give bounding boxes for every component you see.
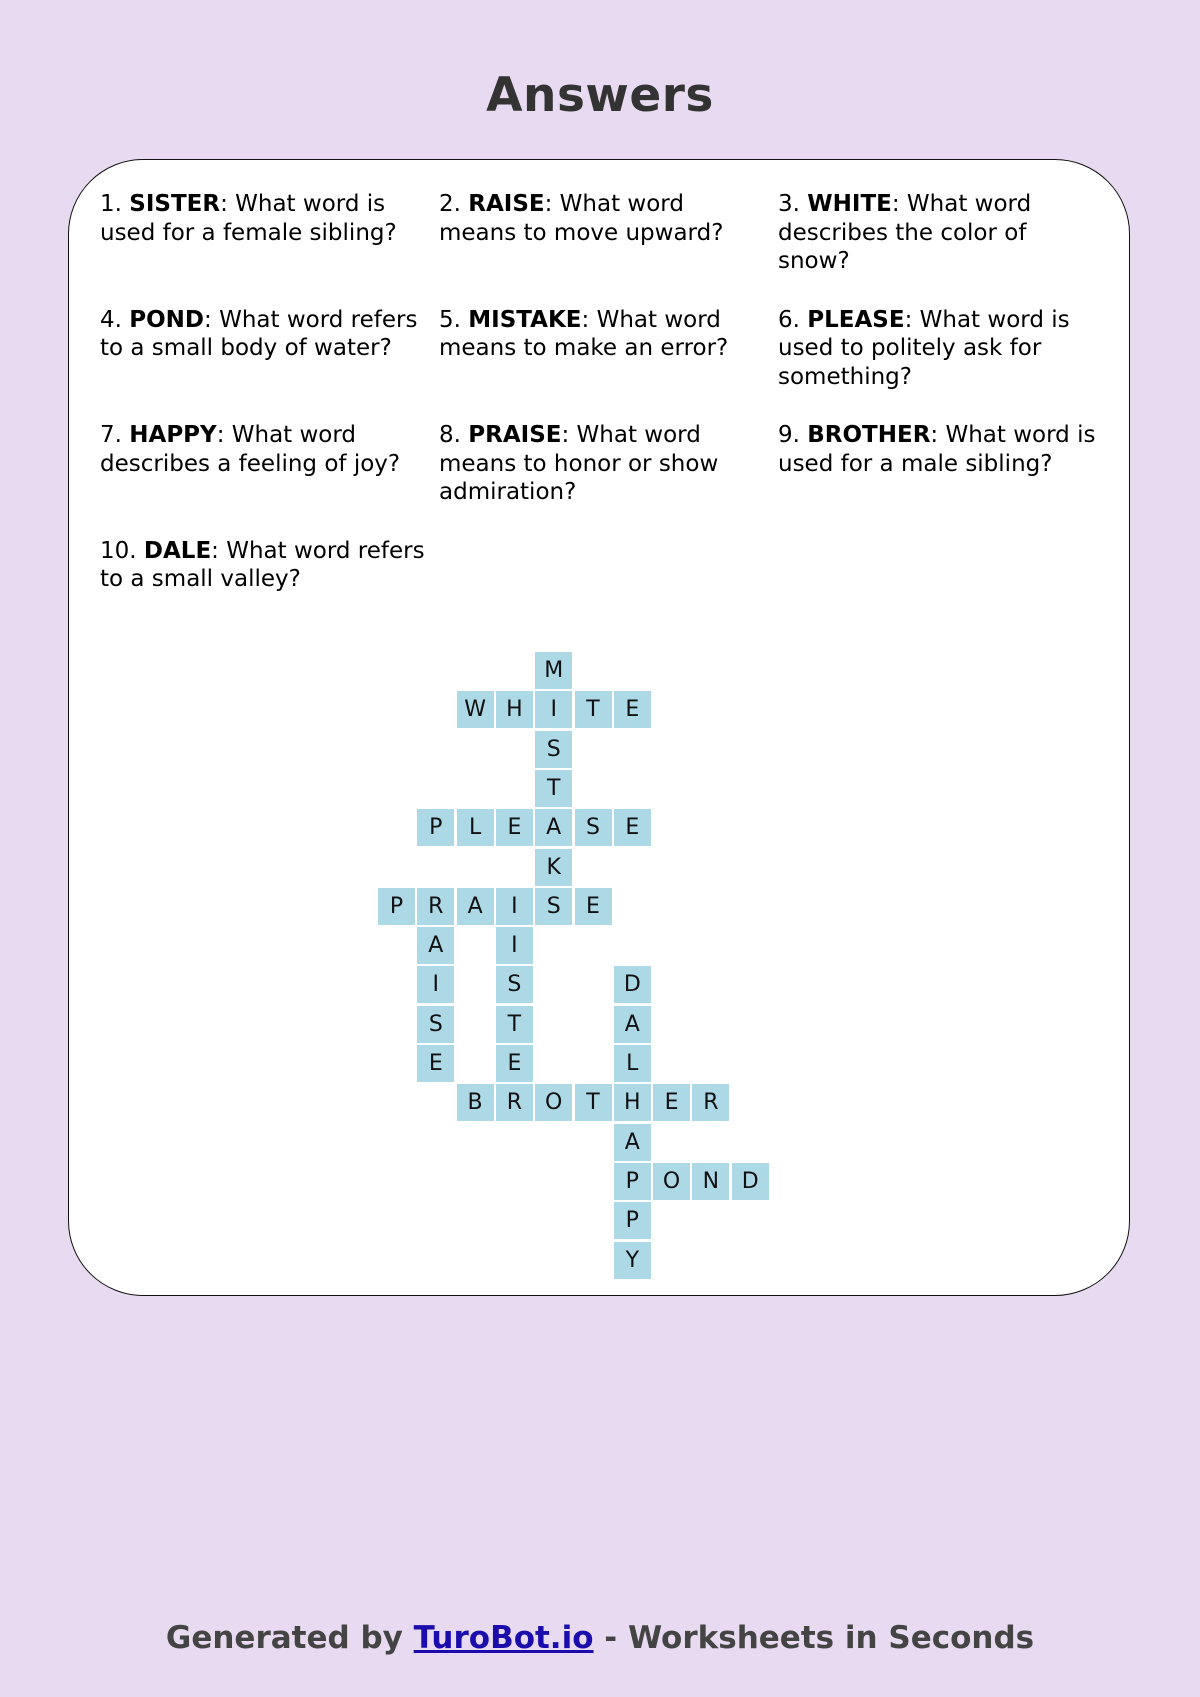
footer xyxy=(0,1620,1200,1656)
clue-text: : What word is used to politely ask for something? xyxy=(778,306,1070,390)
crossword-cell: R xyxy=(692,1084,729,1121)
clue-number: 1. xyxy=(100,191,130,217)
clue-number: 3. xyxy=(778,191,808,217)
crossword-cell: E xyxy=(496,1045,533,1082)
crossword-cell: K xyxy=(535,849,572,886)
crossword-cell: E xyxy=(575,888,612,925)
clue-text: : What word means to move upward? xyxy=(439,191,724,246)
crossword-cell: E xyxy=(496,809,533,846)
crossword-cell: O xyxy=(653,1163,690,1200)
crossword-cell: L xyxy=(614,1045,651,1082)
crossword-cell: T xyxy=(535,770,572,807)
crossword-cell: E xyxy=(653,1084,690,1121)
crossword-cell: S xyxy=(535,731,572,768)
crossword-cell: P xyxy=(614,1202,651,1239)
clue-answer: PLEASE xyxy=(807,306,905,333)
crossword-cell: P xyxy=(614,1163,651,1200)
clue-text: : What word refers to a small valley? xyxy=(100,537,425,592)
crossword-cell: W xyxy=(457,691,494,728)
crossword-cell: E xyxy=(614,809,651,846)
crossword-cell: P xyxy=(417,809,454,846)
clue-number: 5. xyxy=(439,306,469,333)
crossword-cell: H xyxy=(614,1084,651,1121)
footer-suffix: - Worksheets in Seconds xyxy=(593,1620,1035,1656)
clue-text: : What word is used for a female sibling? xyxy=(100,191,397,246)
clue-number: 9. xyxy=(778,422,808,448)
crossword-cell: N xyxy=(692,1163,729,1200)
crossword-cell: I xyxy=(496,888,533,925)
clue-text: : What word refers to a small body of water? xyxy=(100,306,418,361)
crossword-cell: A xyxy=(614,1124,651,1161)
crossword-cell: R xyxy=(496,1084,533,1121)
crossword-cell: D xyxy=(732,1163,769,1200)
crossword-cell: E xyxy=(614,691,651,728)
crossword-cell: Y xyxy=(614,1242,651,1279)
clue-number: 2. xyxy=(439,191,469,217)
crossword-cell: H xyxy=(496,691,533,728)
crossword-cell: R xyxy=(417,888,454,925)
clue-answer: DALE xyxy=(143,537,212,564)
answer-card xyxy=(68,159,1130,1296)
crossword-cell: O xyxy=(535,1084,572,1121)
clue-text: : What word means to honor or show admiration? xyxy=(439,422,719,505)
clue-number: 10. xyxy=(100,537,144,564)
clue-number: 6. xyxy=(778,306,808,333)
clue-answer: BROTHER xyxy=(807,422,931,448)
crossword-cell: A xyxy=(535,809,572,846)
footer-prefix: Generated by xyxy=(165,1620,414,1656)
clue-number: 7. xyxy=(100,422,130,448)
crossword-cell: M xyxy=(535,652,572,689)
crossword-cell: E xyxy=(417,1045,454,1082)
clue-text: : What word describes a feeling of joy? xyxy=(100,422,401,477)
crossword-cell: S xyxy=(496,966,533,1003)
clue-number: 4. xyxy=(100,306,130,333)
clue-number: 8. xyxy=(439,422,469,448)
crossword-cell: T xyxy=(496,1006,533,1043)
turobot-link[interactable]: TuroBot.io xyxy=(413,1620,594,1656)
crossword-cell: S xyxy=(535,888,572,925)
crossword-cell: A xyxy=(614,1006,651,1043)
crossword-cell: L xyxy=(457,809,494,846)
clue-answer: WHITE xyxy=(807,191,892,217)
crossword-grid xyxy=(69,160,1131,1297)
clue-text: : What word describes the color of snow? xyxy=(778,191,1032,274)
crossword-cell: S xyxy=(575,809,612,846)
clue-answer: RAISE xyxy=(468,191,545,217)
clue-answer: POND xyxy=(129,306,205,333)
crossword-cell: B xyxy=(457,1084,494,1121)
clue-answer: SISTER xyxy=(129,191,221,217)
crossword-cell: I xyxy=(417,966,454,1003)
crossword-cell: A xyxy=(417,927,454,964)
crossword-cell: I xyxy=(496,927,533,964)
clue-answer: PRAISE xyxy=(468,422,562,448)
crossword-cell: P xyxy=(378,888,415,925)
clue-text: : What word means to make an error? xyxy=(439,306,729,361)
crossword-cell: T xyxy=(575,1084,612,1121)
clue-answer: MISTAKE xyxy=(468,306,582,333)
crossword-cell: A xyxy=(457,888,494,925)
page-title: Answers xyxy=(486,68,714,123)
crossword-cell: D xyxy=(614,966,651,1003)
crossword-cell: I xyxy=(535,691,572,728)
crossword-cell: S xyxy=(417,1006,454,1043)
clue-text: : What word is used for a male sibling? xyxy=(778,422,1096,477)
crossword-cell: T xyxy=(575,691,612,728)
clue-answer: HAPPY xyxy=(129,422,217,448)
